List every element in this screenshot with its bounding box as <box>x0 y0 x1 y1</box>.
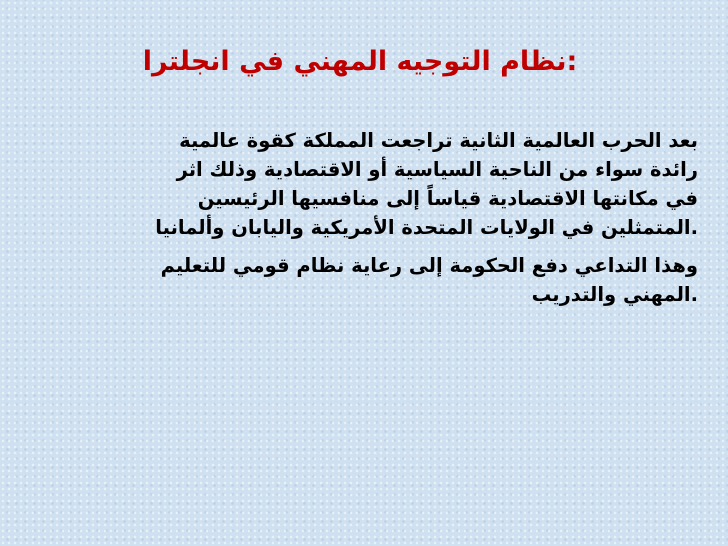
text-line: بعد الحرب العالمية الثانية تراجعت المملكة كقوة عالمية <box>179 129 698 152</box>
text-line: .المهني والتدريب <box>531 283 698 306</box>
slide-title: :نظام التوجيه المهني في انجلترا <box>142 46 578 77</box>
text-line: في مكانتها الاقتصادية قياساً إلى منافسيها الرئيسين <box>197 187 698 210</box>
text-line: وهذا التداعي دفع الحكومة إلى رعاية نظام قومي للتعليم <box>160 254 698 277</box>
paragraph <box>98 251 698 309</box>
text-line: رائدة سواء من الناحية السياسية أو الاقتصادية وذلك اثر <box>176 158 698 181</box>
paragraph <box>98 126 698 242</box>
slide-body <box>98 126 698 309</box>
text-line: .المتمثلين في الولايات المتحدة الأمريكية واليابان وألمانيا <box>155 216 698 239</box>
